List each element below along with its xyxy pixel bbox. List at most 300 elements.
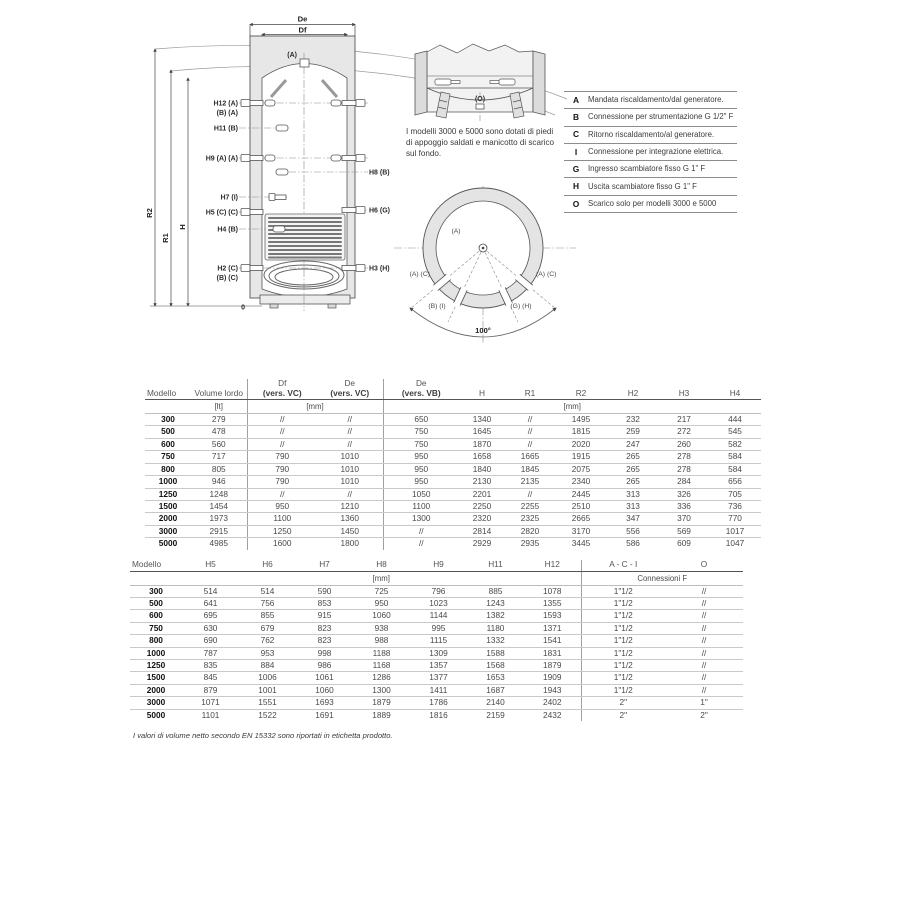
table-row <box>130 672 743 684</box>
model-cell: 300 <box>145 414 191 426</box>
label-h9: H9 (A) (A) <box>205 155 238 163</box>
volume-cell: 560 <box>191 438 247 450</box>
h5-cell: 641 <box>182 597 239 609</box>
h2-cell: 556 <box>607 525 659 537</box>
aci-cell: 2" <box>581 697 665 709</box>
h4-cell: 1047 <box>725 538 745 549</box>
h5-cell: 835 <box>182 659 239 671</box>
de-vc-cell: 1010 <box>317 451 383 463</box>
r1-cell: // <box>505 426 555 438</box>
col-volume: Volume lordo <box>191 379 247 400</box>
h7-cell: 590 <box>296 585 353 597</box>
h11-cell: 1588 <box>467 647 524 659</box>
h-cell: 2250 <box>459 500 505 512</box>
h5-cell: 845 <box>182 672 239 684</box>
r1-cell: 2325 <box>505 513 555 525</box>
h4-cell: 584 <box>709 463 761 475</box>
h-cell: 1340 <box>459 414 505 426</box>
h4-cell: 770 <box>709 513 761 525</box>
col-h4: H4 <box>709 379 761 400</box>
col-o: O <box>665 560 743 571</box>
r1-cell: 2935 <box>520 538 540 549</box>
h3-cell: 569 <box>659 525 709 537</box>
h7-cell: 915 <box>296 610 353 622</box>
table-row <box>145 438 761 450</box>
df-vc-cell: 790 <box>247 463 317 475</box>
table-row <box>145 538 761 550</box>
h5-cell: 1101 <box>201 709 220 720</box>
h12-cell: 1593 <box>524 610 581 622</box>
connections-legend <box>564 91 737 213</box>
volume-cell: 279 <box>191 414 247 426</box>
model-cell: 1250 <box>130 659 182 671</box>
aci-cell: 1"1/2 <box>581 647 665 659</box>
volume-cell: 946 <box>191 476 247 488</box>
h12-cell: 1371 <box>524 622 581 634</box>
label-a-top: (A) <box>287 52 297 59</box>
h3-cell: 278 <box>659 463 709 475</box>
de-vc-cell: 1210 <box>317 500 383 512</box>
aci-cell: 1"1/2 <box>581 597 665 609</box>
de-vc-cell: 1360 <box>317 513 383 525</box>
volume-cell: 478 <box>191 426 247 438</box>
h8-cell: 988 <box>353 635 410 647</box>
col-h9: H9 <box>410 560 467 571</box>
table1-header-row <box>145 379 761 400</box>
volume-cell: 2915 <box>191 525 247 537</box>
col-r2: R2 <box>555 379 607 400</box>
legend-letter: C <box>564 126 588 143</box>
h8-cell: 1889 <box>372 709 391 720</box>
finned-coil <box>265 214 345 260</box>
de-vc-cell: 1800 <box>340 538 359 549</box>
legend-description: Connessione per strumentazione G 1/2" F <box>588 109 737 126</box>
h7-cell: 998 <box>296 647 353 659</box>
h12-cell: 2432 <box>543 709 562 720</box>
model-cell: 750 <box>130 622 182 634</box>
legend-description: Connessione per integrazione elettrica. <box>588 143 737 160</box>
r2-cell: 2075 <box>555 463 607 475</box>
h12-cell: 1879 <box>524 659 581 671</box>
df-vc-cell: 950 <box>247 500 317 512</box>
r1-cell: 2135 <box>505 476 555 488</box>
de-vb-cell: 1300 <box>383 513 459 525</box>
aci-cell: 2" <box>581 709 665 721</box>
h-cell: 1645 <box>459 426 505 438</box>
h11-cell: 1180 <box>467 622 524 634</box>
h-cell: 2201 <box>459 488 505 500</box>
h6-cell: 762 <box>239 635 296 647</box>
dimensions-table-2 <box>130 560 743 721</box>
o-cell: 2" <box>700 709 708 720</box>
volume-cell: 4985 <box>209 538 228 549</box>
model-cell: 500 <box>130 597 182 609</box>
df-vc-cell: 1600 <box>247 538 317 550</box>
dimensions-table-1 <box>145 379 761 550</box>
col-h11: H11 <box>467 560 524 571</box>
model-cell: 750 <box>145 451 191 463</box>
df-vc-cell: // <box>247 426 317 438</box>
h2-cell: 586 <box>626 538 640 549</box>
table1-body <box>145 414 761 550</box>
h2-cell: 347 <box>607 513 659 525</box>
h6-cell: 679 <box>239 622 296 634</box>
model-cell: 3000 <box>130 697 182 709</box>
h9-cell: 1144 <box>410 610 467 622</box>
de-vb-cell: 1050 <box>383 488 459 500</box>
h4-cell: 736 <box>709 500 761 512</box>
table-row <box>145 426 761 438</box>
h9-cell: 1309 <box>410 647 467 659</box>
table-row <box>145 500 761 512</box>
aci-cell: 1"1/2 <box>581 635 665 647</box>
h4-cell: 1017 <box>709 525 761 537</box>
h8-cell: 1188 <box>353 647 410 659</box>
r1-cell: 2255 <box>505 500 555 512</box>
r2-cell: 2340 <box>555 476 607 488</box>
model-cell: 500 <box>145 426 191 438</box>
table-row <box>130 659 743 671</box>
col-h7: H7 <box>296 560 353 571</box>
model-cell: 800 <box>130 635 182 647</box>
h11-cell: 1687 <box>467 684 524 696</box>
table1-header <box>145 379 761 414</box>
o-cell: // <box>665 610 743 622</box>
legend-description: Scarico solo per modelli 3000 e 5000 <box>588 195 737 212</box>
o-cell: // <box>665 635 743 647</box>
de-vc-cell: // <box>317 438 383 450</box>
o-cell: 1" <box>665 697 743 709</box>
de-vb-cell: 950 <box>383 451 459 463</box>
h5-cell: 1071 <box>182 697 239 709</box>
h4-cell: 545 <box>709 426 761 438</box>
h9-cell: 1816 <box>429 709 448 720</box>
legend-row <box>564 195 737 212</box>
tank-body <box>250 36 355 311</box>
r2-cell: 1915 <box>555 451 607 463</box>
model-cell: 1500 <box>130 672 182 684</box>
h6-cell: 1001 <box>239 684 296 696</box>
df-vc-cell: 1100 <box>247 513 317 525</box>
h-cell: 1658 <box>459 451 505 463</box>
de-vb-cell: // <box>383 525 459 537</box>
dim-r1-label: R1 <box>161 233 170 243</box>
h4-cell: 656 <box>709 476 761 488</box>
table-row <box>130 647 743 659</box>
label-h2: H2 (C) <box>217 265 238 273</box>
legend-row <box>564 126 737 143</box>
label-h3: H3 (H) <box>369 265 390 273</box>
h5-cell: 787 <box>182 647 239 659</box>
h11-cell: 1243 <box>467 597 524 609</box>
dim-de-label: De <box>297 14 308 24</box>
h8-cell: 1168 <box>353 659 410 671</box>
table2-header-row <box>130 560 743 571</box>
h2-cell: 232 <box>607 414 659 426</box>
de-vc-cell: // <box>317 414 383 426</box>
dim-df-label: Df <box>298 25 307 35</box>
h12-cell: 1909 <box>524 672 581 684</box>
h2-cell: 313 <box>607 488 659 500</box>
h9-cell: 1377 <box>410 672 467 684</box>
h7-cell: 823 <box>296 622 353 634</box>
volume-cell: 1973 <box>191 513 247 525</box>
h9-cell: 796 <box>410 585 467 597</box>
units-mm: [mm] <box>182 571 581 585</box>
r1-cell: 2820 <box>505 525 555 537</box>
table-row <box>145 488 761 500</box>
aci-cell: 1"1/2 <box>581 672 665 684</box>
table2-header <box>130 560 743 585</box>
o-cell: // <box>665 659 743 671</box>
model-cell: 600 <box>130 610 182 622</box>
h5-cell: 695 <box>182 610 239 622</box>
legend-row <box>564 109 737 126</box>
units-connessioni: Connessioni F <box>581 571 743 585</box>
col-h12: H12 <box>524 560 581 571</box>
table-row <box>145 513 761 525</box>
h3-cell: 217 <box>659 414 709 426</box>
units-blank <box>130 571 182 585</box>
table-row <box>130 697 743 709</box>
model-cell: 1000 <box>145 476 191 488</box>
volume-cell: 1454 <box>191 500 247 512</box>
de-vb-cell: 750 <box>383 426 459 438</box>
model-cell: 1000 <box>130 647 182 659</box>
h3-cell: 278 <box>659 451 709 463</box>
model-cell: 1250 <box>145 488 191 500</box>
col-h6: H6 <box>239 560 296 571</box>
label-o: (O) <box>474 96 486 103</box>
h7-cell: 853 <box>296 597 353 609</box>
o-cell: // <box>665 622 743 634</box>
volume-cell: 1248 <box>191 488 247 500</box>
r2-cell: 2665 <box>555 513 607 525</box>
h11-cell: 2140 <box>467 697 524 709</box>
model-cell: 1500 <box>145 500 191 512</box>
col-df-vc: Df (vers. VC) <box>247 379 317 400</box>
h12-cell: 1831 <box>524 647 581 659</box>
detail-caption: I modelli 3000 e 5000 sono dotati di piedi di appoggio saldati e manicotto di scarico sul fondo. <box>406 127 555 158</box>
h4-cell: 444 <box>709 414 761 426</box>
label-h7: H7 (I) <box>220 194 238 202</box>
df-vc-cell: 790 <box>247 451 317 463</box>
h9-cell: 1023 <box>410 597 467 609</box>
r2-cell: 1815 <box>555 426 607 438</box>
legend-row <box>564 161 737 178</box>
r2-cell: 2020 <box>555 438 607 450</box>
label-h6: H6 (G) <box>369 207 390 215</box>
h-cell: 1840 <box>459 463 505 475</box>
h7-cell: 1061 <box>296 672 353 684</box>
h9-cell: 1357 <box>410 659 467 671</box>
de-vc-cell: 1450 <box>317 525 383 537</box>
h6-cell: 514 <box>239 585 296 597</box>
h5-cell: 514 <box>182 585 239 597</box>
df-vc-cell: 1250 <box>247 525 317 537</box>
label-h8: H8 (B) <box>369 169 390 177</box>
h2-cell: 265 <box>607 463 659 475</box>
legend-body <box>564 92 737 213</box>
h12-cell: 2402 <box>524 697 581 709</box>
h11-cell: 1653 <box>467 672 524 684</box>
legend-description: Ritorno riscaldamento/al generatore. <box>588 126 737 143</box>
aci-cell: 1"1/2 <box>581 622 665 634</box>
r1-cell: // <box>505 488 555 500</box>
model-cell: 2000 <box>130 684 182 696</box>
aci-cell: 1"1/2 <box>581 684 665 696</box>
h9-cell: 995 <box>410 622 467 634</box>
label-zero: 0 <box>241 304 245 312</box>
h8-cell: 1300 <box>353 684 410 696</box>
h12-cell: 1541 <box>524 635 581 647</box>
o-cell: // <box>665 647 743 659</box>
de-vc-cell: // <box>317 488 383 500</box>
legend-letter: B <box>564 109 588 126</box>
de-vc-cell: 1010 <box>317 476 383 488</box>
h11-cell: 1382 <box>467 610 524 622</box>
legend-letter: H <box>564 178 588 195</box>
h-cell: 2929 <box>472 538 492 549</box>
df-vc-cell: 790 <box>247 476 317 488</box>
h3-cell: 336 <box>659 500 709 512</box>
table-row <box>145 463 761 475</box>
h7-cell: 1693 <box>296 697 353 709</box>
topview-label-a: (A) <box>451 228 461 235</box>
drain-stub <box>476 104 484 109</box>
h2-cell: 313 <box>607 500 659 512</box>
h4-cell: 584 <box>709 451 761 463</box>
h7-cell: 1060 <box>296 684 353 696</box>
h5-cell: 630 <box>182 622 239 634</box>
h8-cell: 1060 <box>353 610 410 622</box>
o-cell: // <box>665 684 743 696</box>
col-h8: H8 <box>353 560 410 571</box>
legend-letter: I <box>564 143 588 160</box>
h9-cell: 1115 <box>410 635 467 647</box>
h6-cell: 855 <box>239 610 296 622</box>
label-h12: H12 (A) <box>213 100 238 108</box>
h12-cell: 1078 <box>524 585 581 597</box>
detail-wall-left <box>415 51 427 115</box>
col-h2: H2 <box>607 379 659 400</box>
h8-cell: 1286 <box>353 672 410 684</box>
units-mm: [mm] <box>383 400 761 414</box>
legend-description: Mandata riscaldamento/dal generatore. <box>588 92 737 109</box>
col-de-vc: De (vers. VC) <box>317 379 383 400</box>
label-h5: H5 (C) (C) <box>205 209 238 217</box>
model-cell: 800 <box>145 463 191 475</box>
r1-cell: 1665 <box>505 451 555 463</box>
h3-cell: 284 <box>659 476 709 488</box>
detail-wall-right <box>533 51 545 115</box>
col-modello: Modello <box>130 560 182 571</box>
df-vc-cell: // <box>247 414 317 426</box>
model-cell: 5000 <box>158 538 178 549</box>
table-row <box>130 585 743 597</box>
h2-cell: 265 <box>607 451 659 463</box>
aci-cell: 1"1/2 <box>581 585 665 597</box>
model-cell: 300 <box>130 585 182 597</box>
h-cell: 2814 <box>459 525 505 537</box>
df-vc-cell: // <box>247 438 317 450</box>
h8-cell: 950 <box>353 597 410 609</box>
df-vc-cell: // <box>247 488 317 500</box>
top-view-diagram <box>390 180 580 348</box>
h7-cell: 823 <box>296 635 353 647</box>
h8-cell: 938 <box>353 622 410 634</box>
h9-cell: 1411 <box>410 684 467 696</box>
r2-cell: 3170 <box>555 525 607 537</box>
h3-cell: 326 <box>659 488 709 500</box>
h-cell: 2130 <box>459 476 505 488</box>
de-vb-cell: 950 <box>383 463 459 475</box>
r2-cell: 2445 <box>555 488 607 500</box>
col-h5: H5 <box>182 560 239 571</box>
h6-cell: 756 <box>239 597 296 609</box>
r1-cell: // <box>505 438 555 450</box>
label-h12b: (B) (A) <box>216 110 238 117</box>
table-row <box>130 684 743 696</box>
h11-cell: 2159 <box>486 709 505 720</box>
table-row <box>130 610 743 622</box>
table-row <box>145 476 761 488</box>
h8-cell: 725 <box>353 585 410 597</box>
units-lt: [lt] <box>191 400 247 414</box>
h7-cell: 1691 <box>315 709 334 720</box>
legend-description: Ingresso scambiatore fisso G 1" F <box>588 161 737 178</box>
topview-label-bi: (B) (I) <box>428 303 446 310</box>
de-vb-cell: 650 <box>383 414 459 426</box>
h2-cell: 247 <box>607 438 659 450</box>
r2-cell: 3445 <box>571 538 591 549</box>
table-row <box>130 709 743 721</box>
h5-cell: 879 <box>182 684 239 696</box>
h6-cell: 1551 <box>239 697 296 709</box>
model-cell: 2000 <box>145 513 191 525</box>
label-h11: H11 (B) <box>213 125 238 133</box>
h11-cell: 1568 <box>467 659 524 671</box>
h4-cell: 582 <box>709 438 761 450</box>
h12-cell: 1355 <box>524 597 581 609</box>
de-vb-cell: // <box>383 538 459 550</box>
de-vb-cell: 950 <box>383 476 459 488</box>
center-dot <box>482 247 485 250</box>
h11-cell: 1332 <box>467 635 524 647</box>
table-row <box>130 597 743 609</box>
topview-label-right: (A) (C) <box>536 271 557 278</box>
h8-cell: 1879 <box>353 697 410 709</box>
h6-cell: 1006 <box>239 672 296 684</box>
table-row <box>145 414 761 426</box>
units-mm-vc: [mm] <box>247 400 383 414</box>
label-h4: H4 (B) <box>217 226 238 234</box>
h2-cell: 265 <box>607 476 659 488</box>
h-cell: 1870 <box>459 438 505 450</box>
table-row <box>145 451 761 463</box>
r1-cell: 1845 <box>505 463 555 475</box>
col-modello: Modello <box>145 379 191 400</box>
legend-row <box>564 92 737 109</box>
h5-cell: 690 <box>182 635 239 647</box>
volume-cell: 805 <box>191 463 247 475</box>
table1-units-row <box>145 400 761 414</box>
h-cell: 2320 <box>459 513 505 525</box>
de-vb-cell: 1100 <box>383 500 459 512</box>
h6-cell: 884 <box>239 659 296 671</box>
de-vb-cell: 750 <box>383 438 459 450</box>
col-aci: A - C - I <box>581 560 665 571</box>
